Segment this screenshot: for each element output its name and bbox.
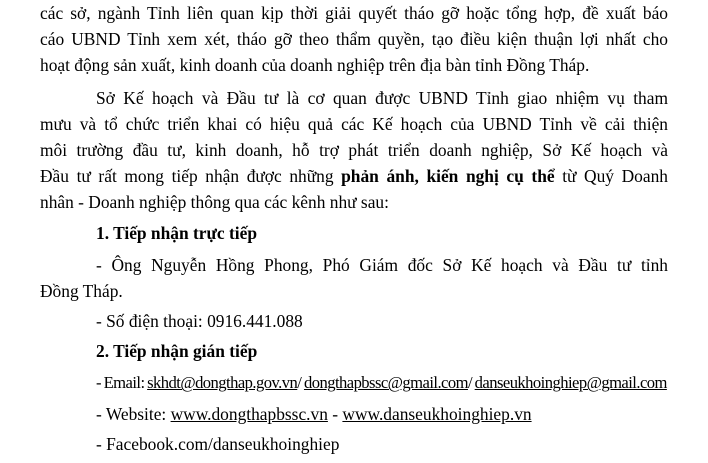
section-direct xyxy=(40,220,668,335)
paragraph-2-line-5: nhân - Doanh nghiệp thông qua các kênh như sau: xyxy=(40,192,389,213)
phone-number: - Số điện thoại: 0916.441.088 xyxy=(96,311,303,332)
paragraph-2-line-4-start: Đầu tư rất mong tiếp nhận được những xyxy=(40,166,342,187)
paragraph-1-line-2: cáo UBND Tỉnh xem xét, tháo gỡ theo thẩm quyền, tạo điều kiện thuận lợi nhất cho xyxy=(40,29,668,50)
email-separator-1: / xyxy=(297,373,304,393)
email-link-dongthapbssc[interactable]: dongthapbssc@gmail.com xyxy=(303,373,468,393)
email-line xyxy=(40,370,668,396)
contact-person-line-1: - Ông Nguyễn Hồng Phong, Phó Giám đốc Sở Kế hoạch và Đầu tư tỉnh xyxy=(96,254,668,275)
email-label: - Email: xyxy=(96,373,148,393)
website-link-dongthapbssc[interactable]: www.dongthapbssc.vn xyxy=(170,403,328,424)
email-link-skhdt[interactable]: skhdt@dongthap.gov.vn xyxy=(147,373,298,393)
section-direct-heading: 1. Tiếp nhận trực tiếp xyxy=(96,222,258,243)
website-label: - Website: xyxy=(96,403,171,424)
website-separator: - xyxy=(327,403,343,424)
paragraph-1-line-1: các sở, ngành Tỉnh liên quan kịp thời giải quyết tháo gỡ hoặc tổng hợp, đề xuất báo xyxy=(40,3,668,23)
section-indirect xyxy=(40,338,668,457)
paragraph-1-line-3: hoạt động sản xuất, kinh doanh của doanh nghiệp trên địa bàn tỉnh Đồng Tháp. xyxy=(40,55,590,76)
facebook-line: - Facebook.com/danseukhoinghiep xyxy=(96,433,340,454)
paragraph-2-line-2: mưu và tổ chức triển khai có hiệu quả các Kế hoạch của UBND Tỉnh về cải thiện xyxy=(40,113,668,134)
paragraph-1 xyxy=(40,0,668,79)
paragraph-2-line-3: môi trường đầu tư, kinh doanh, hỗ trợ phát triển doanh nghiệp, Sở Kế hoạch và xyxy=(40,139,668,160)
website-line xyxy=(40,401,668,427)
email-link-danseukhoinghiep[interactable]: danseukhoinghiep@gmail.com xyxy=(474,373,667,393)
paragraph-2-line-1: Sở Kế hoạch và Đầu tư là cơ quan được UBND Tỉnh giao nhiệm vụ tham xyxy=(96,87,668,108)
website-link-danseukhoinghiep[interactable]: www.danseukhoinghiep.vn xyxy=(342,403,532,424)
emphasis-feedback: phản ánh, kiến nghị cụ thể xyxy=(341,166,555,187)
section-indirect-heading: 2. Tiếp nhận gián tiếp xyxy=(96,341,258,362)
email-separator-2: / xyxy=(467,373,475,393)
paragraph-2-line-4-end: từ Quý Doanh xyxy=(554,166,668,187)
paragraph-2-line-4 xyxy=(40,163,668,189)
contact-person-line-2: Đồng Tháp. xyxy=(40,280,123,301)
document-body xyxy=(40,0,668,457)
paragraph-2 xyxy=(40,85,668,216)
